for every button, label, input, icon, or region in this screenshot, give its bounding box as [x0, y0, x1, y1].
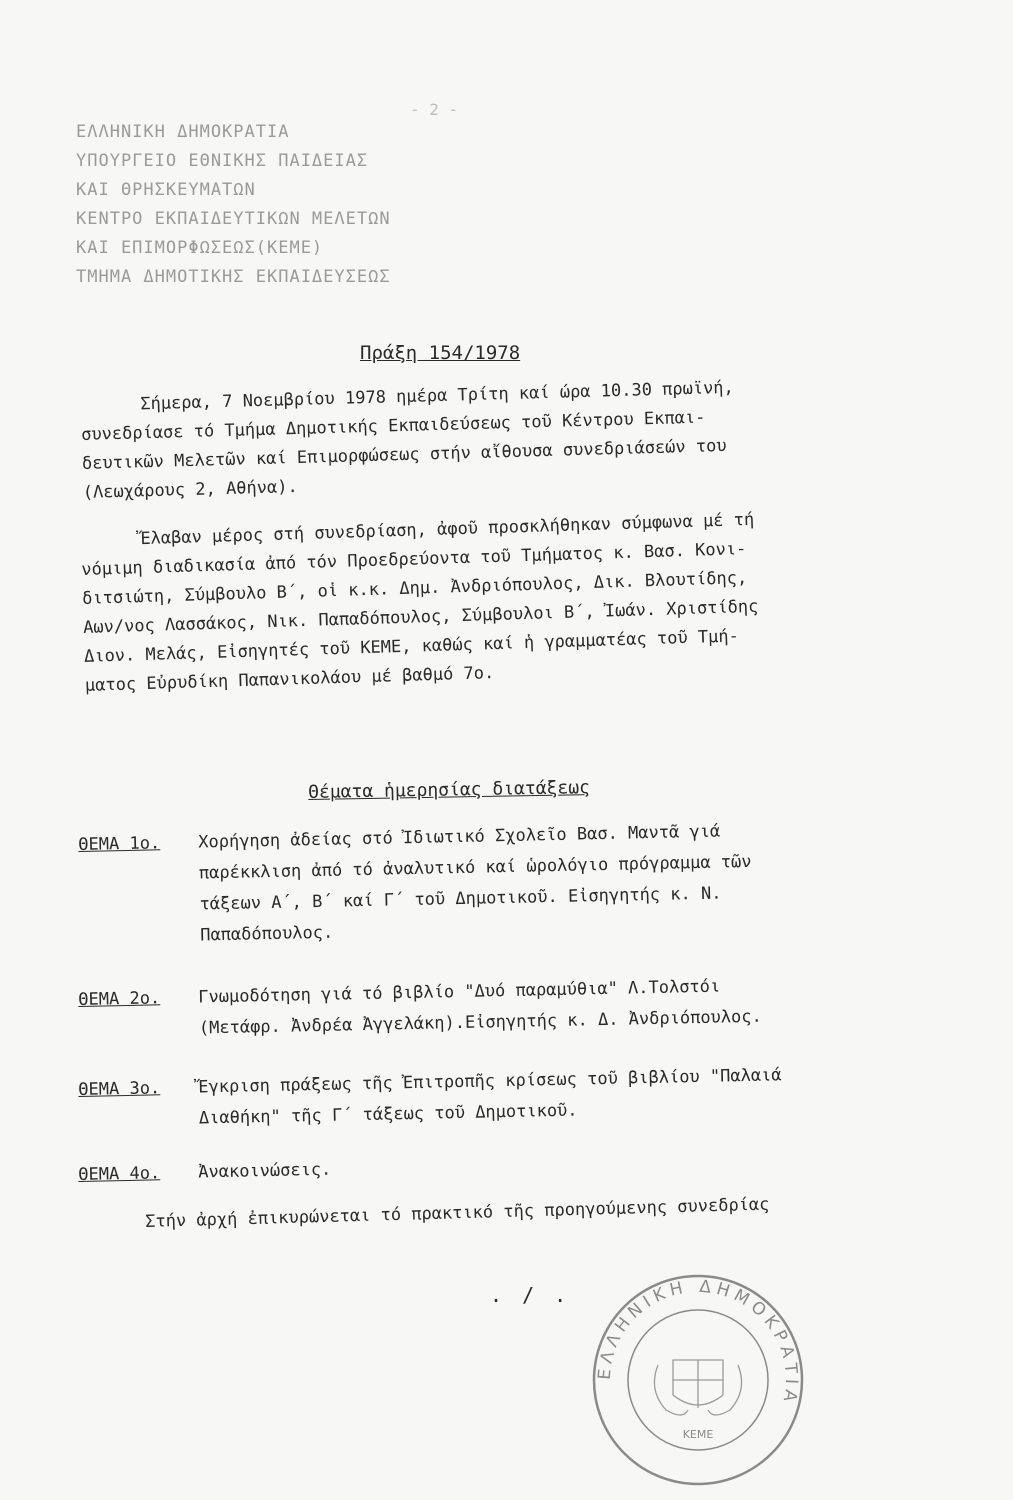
- attendance-paragraph: [80, 506, 761, 701]
- agenda-item-text: Γνωμοδότηση γιά τό βιβλίο "Δυό παραμύθια" Λ.Τολστόι: [198, 976, 721, 1008]
- agenda-item-text: Ἀνακοινώσεις.: [198, 1159, 332, 1183]
- seal-inner-text: ΚΕΜΕ: [682, 1428, 714, 1441]
- agenda-item: [78, 816, 753, 954]
- letterhead-line: ΚΑΙ ΕΠΙΜΟΡΦΩΣΕΩΣ(ΚΕΜΕ): [76, 238, 324, 258]
- paragraph-line: δευτικῶν Μελετῶν καί Επιμορφώσεως στήν αἴθουσα συνεδριάσεών του: [81, 435, 727, 474]
- agenda-item-text: Παπαδόπουλος.: [200, 922, 334, 946]
- letterhead-line: ΚΑΙ ΘΡΗΣΚΕΥΜΑΤΩΝ: [76, 180, 256, 200]
- agenda-item-label: ΘΕΜΑ 2ο.: [78, 988, 161, 1010]
- letterhead-line: ΕΛΛΗΝΙΚΗ ΔΗΜΟΚΡΑΤΙΑ: [76, 122, 290, 142]
- agenda-item-label: ΘΕΜΑ 3ο.: [78, 1078, 161, 1100]
- paragraph-line: νόμιμη διαδικασία ἀπό τόν Προεδρεύοντα τοῦ Τμήματος κ. Βασ. Κονι-: [81, 539, 747, 580]
- paragraph-line: Αων/νος Λασσάκος, Νικ. Παπαδόπουλος, Σύμβουλοι Β΄, Ἰωάν. Χριστίδης: [82, 596, 759, 638]
- document-title: Πράξη 154/1978: [360, 342, 521, 364]
- agenda-item-label: ΘΕΜΑ 4ο.: [78, 1163, 161, 1185]
- paragraph-line: Διον. Μελάς, Εἰσηγητές τοῦ ΚΕΜΕ, καθώς καί ἡ γραμματέας τοῦ Τμή-: [83, 626, 740, 667]
- paragraph-line: Ἔλαβαν μέρος στή συνεδρίαση, ἀφοῦ προσκλήθηκαν σύμφωνα μέ τή: [140, 509, 755, 550]
- agenda-item-text: τάξεων Α΄, Β΄ καί Γ΄ τοῦ Δημοτικοῦ. Εἰσηγητής κ. Ν.: [199, 883, 722, 915]
- seal-text-path: ΕΛΛΗΝΙΚΗ ΔΗΜΟΚΡΑΤΙΑ: [594, 1276, 802, 1409]
- agenda-item-text: παρέκκλιση ἀπό τό ἀναλυτικό καί ὡρολόγιο πρόγραμμα τῶν: [198, 851, 752, 884]
- page-number: - 2 -: [410, 100, 459, 119]
- official-seal: [588, 1270, 808, 1490]
- coat-of-arms-icon: [654, 1360, 741, 1415]
- paragraph-line: συνεδρίασε τό Τμήμα Δημοτικής Εκπαιδεύσεως τοῦ Κέντρου Εκπαι-: [80, 407, 706, 445]
- letterhead-line: ΤΜΗΜΑ ΔΗΜΟΤΙΚΗΣ ΕΚΠΑΙΔΕΥΣΕΩΣ: [76, 267, 391, 287]
- agenda-item: [78, 1060, 783, 1137]
- agenda-item-text: Διαθήκη" τῆς Γ΄ τάξεως τοῦ Δημοτικοῦ.: [198, 1100, 578, 1129]
- letterhead-line: ΥΠΟΥΡΓΕΙΟ ΕΘΝΙΚΗΣ ΠΑΙΔΕΙΑΣ: [76, 151, 369, 171]
- paragraph-line: ματος Εὐρυδίκη Παπανικολάου μέ βαθμό 7ο.: [84, 663, 495, 696]
- agenda-item-text: Χορήγηση ἀδείας στό Ἰδιωτικό Σχολεῖο Βασ. Μαντᾶ γιά: [198, 821, 721, 853]
- paragraph-line: διτσιώτη, Σύμβουλο Β΄, οἱ κ.κ. Δημ. Ἀνδριόπουλος, Δικ. Βλουτίδης,: [81, 568, 748, 609]
- continuation-mark: . / .: [490, 1283, 571, 1307]
- closing-line: Στήν ἀρχή ἐπικυρώνεται τό πρακτικό τῆς προηγούμενης συνεδρίας: [145, 1194, 770, 1232]
- agenda-item: [78, 1155, 332, 1191]
- agenda-heading: Θέματα ἡμερησίας διατάξεως: [308, 777, 591, 803]
- agenda-item-text: Ἔγκριση πράξεως τῆς Ἐπιτροπῆς κρίσεως τοῦ βιβλίου "Παλαιά: [198, 1065, 782, 1098]
- opening-paragraph: [80, 374, 737, 508]
- agenda-item-label: ΘΕΜΑ 1ο.: [78, 833, 161, 855]
- agenda-item-text: (Μετάφρ. Ἀνδρέα Ἀγγελάκη).Εἰσηγητής κ. Δ. Ἀνδριόπουλος.: [198, 1006, 762, 1039]
- letterhead: [76, 118, 391, 292]
- paragraph-line: (Λεωχάρους 2, Αθήνα).: [82, 476, 298, 503]
- letterhead-line: ΚΕΝΤΡΟ ΕΚΠΑΙΔΕΥΤΙΚΩΝ ΜΕΛΕΤΩΝ: [76, 209, 391, 229]
- paragraph-line: Σήμερα, 7 Νοεμβρίου 1978 ημέρα Τρίτη καί ώρα 10.30 πρωϊνή,: [140, 377, 735, 415]
- agenda-item: [78, 971, 762, 1047]
